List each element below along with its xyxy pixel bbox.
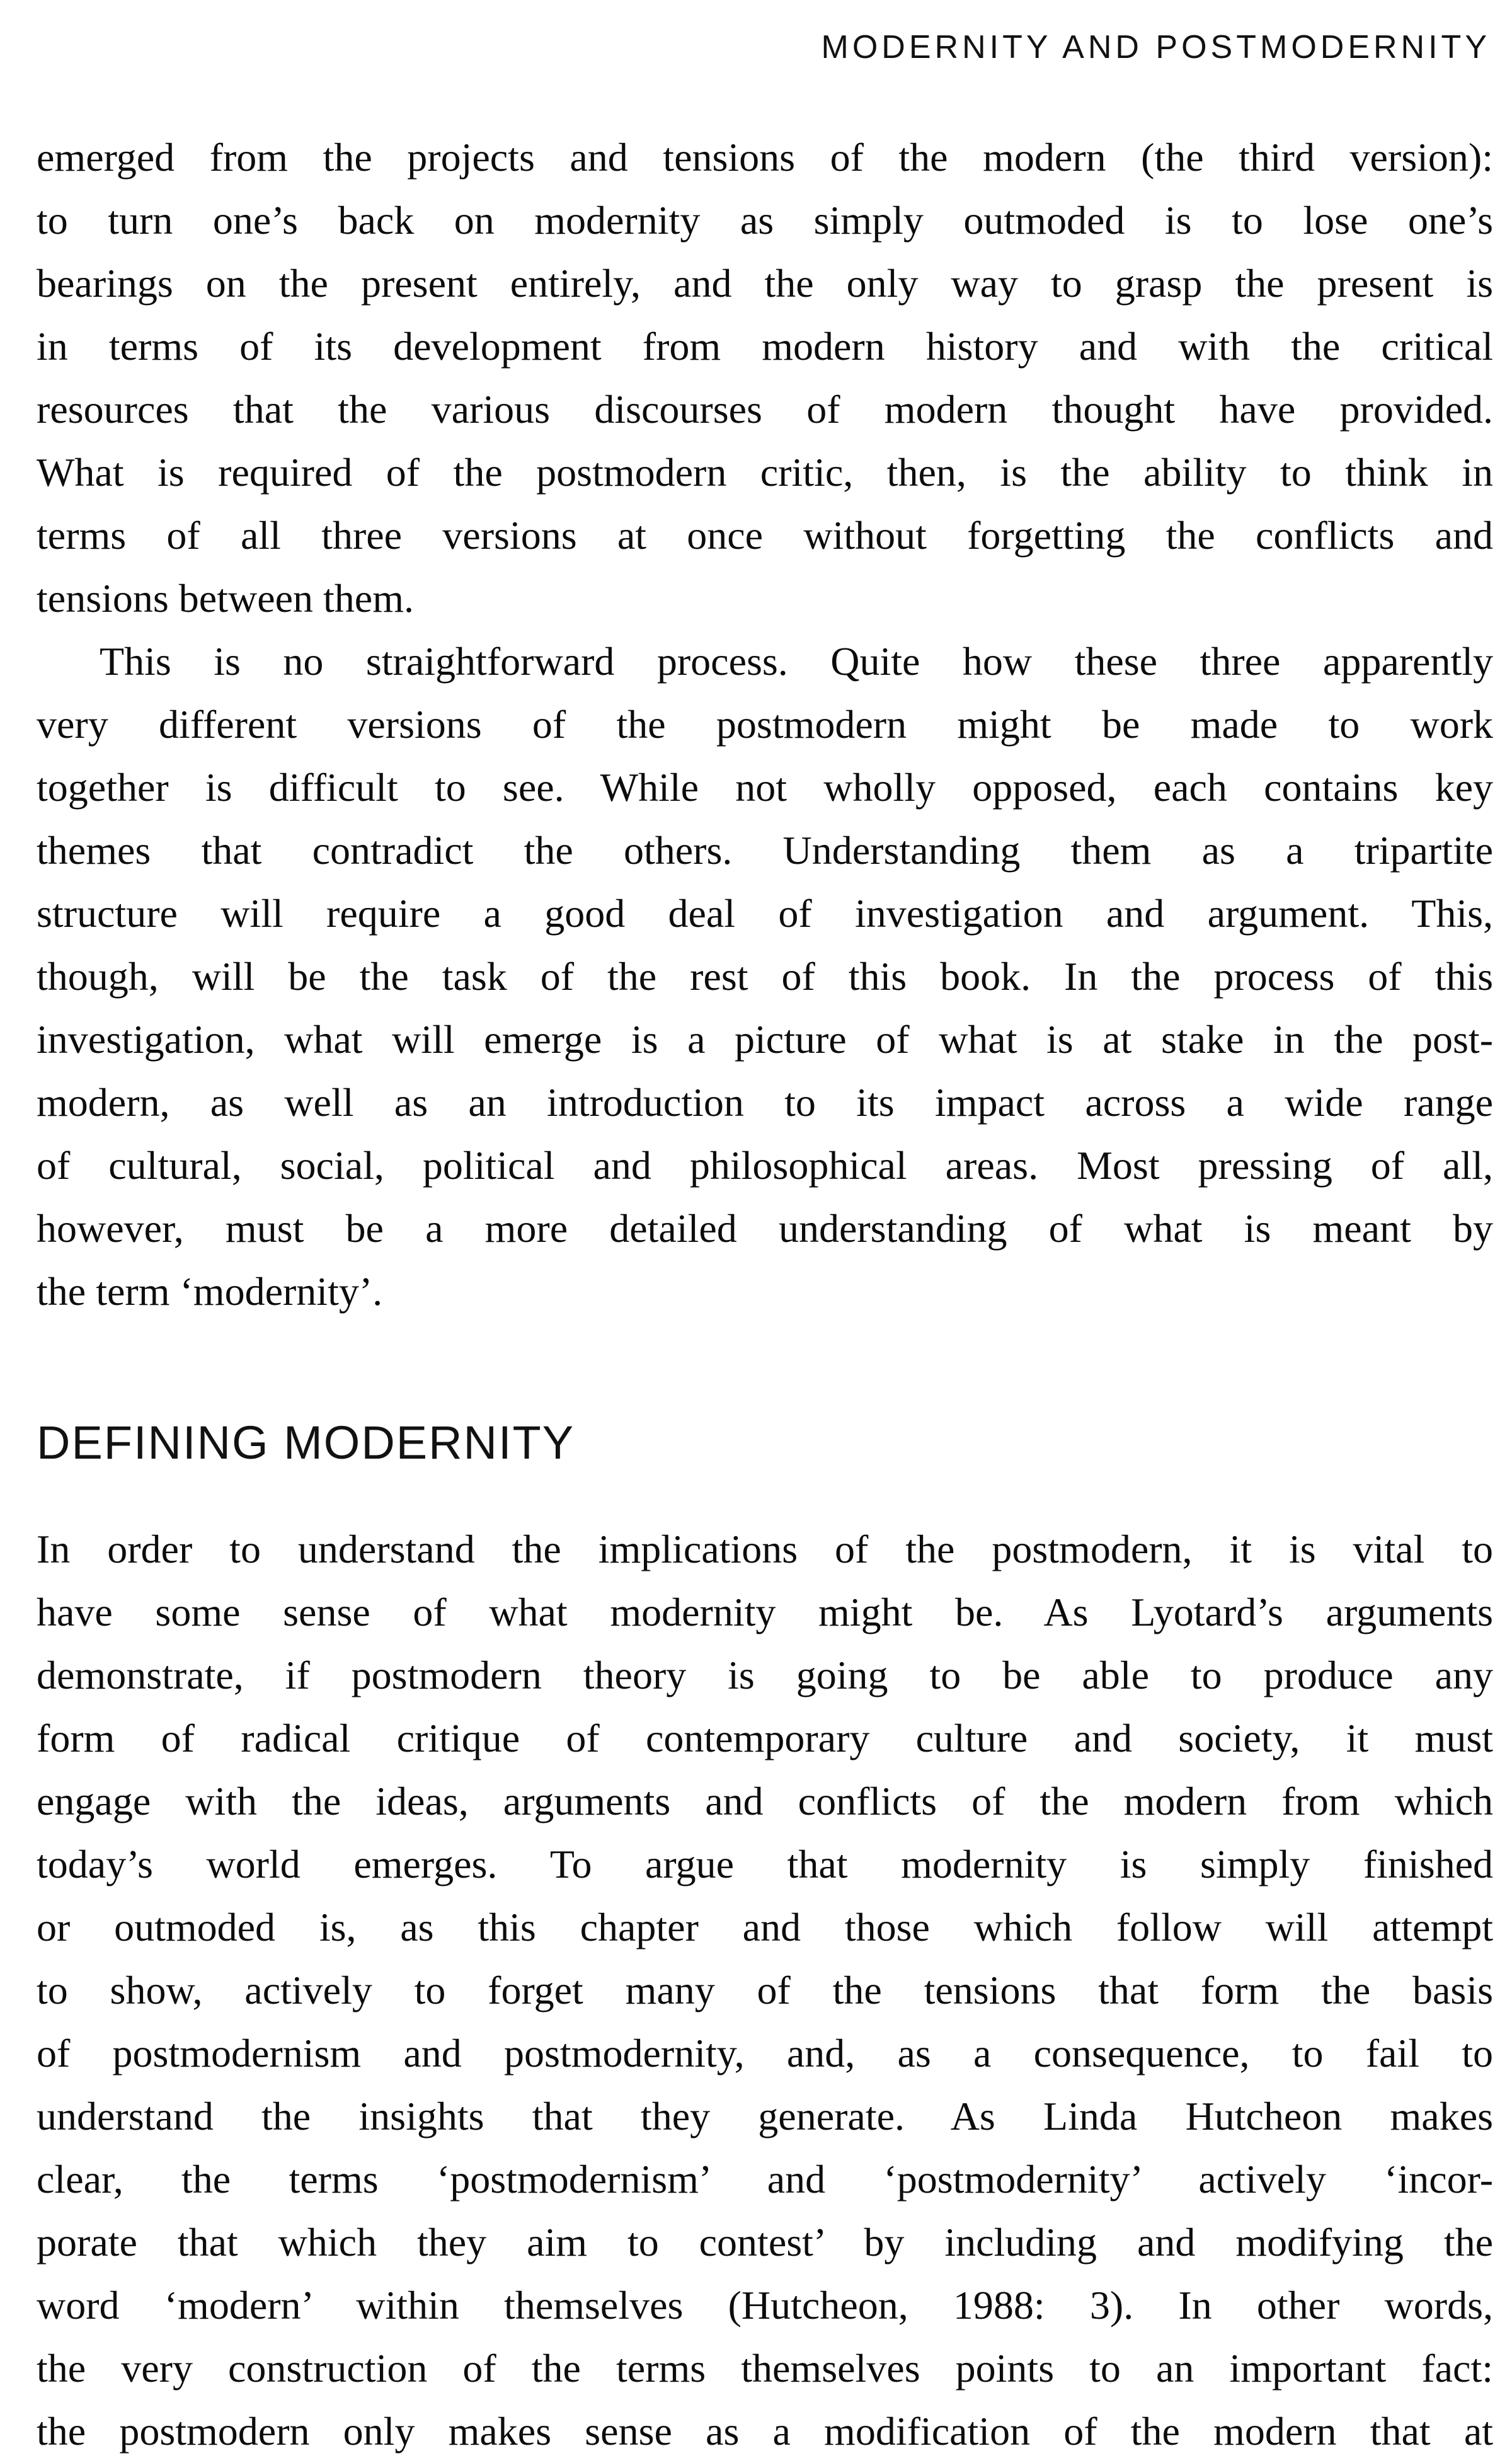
text-line: clear, the terms ‘postmodernism’ and ‘postmodernity’ actively ‘incor- (37, 2157, 1493, 2202)
text-line: together is difficult to see. While not wholly opposed, each contains key (37, 765, 1493, 810)
text-line: of postmodernism and postmodernity, and, as a consequence, to fail to (37, 2031, 1493, 2075)
paragraph (37, 126, 1493, 630)
text-line: today’s world emerges. To argue that modernity is simply finished (37, 1842, 1493, 1886)
text-line: investigation, what will emerge is a picture of what is at stake in the post- (37, 1017, 1493, 1062)
text-line: word ‘modern’ within themselves (Hutcheon, 1988: 3). In other words, (37, 2283, 1493, 2328)
text-line: demonstrate, if postmodern theory is going to be able to produce any (37, 1653, 1493, 1697)
paragraph (37, 630, 1493, 1323)
text-line: In order to understand the implications of the postmodern, it is vital to (37, 1527, 1493, 1571)
text-line: This is no straightforward process. Quite how these three apparently (100, 639, 1493, 684)
text-line: understand the insights that they generate. As Linda Hutcheon makes (37, 2094, 1493, 2139)
text-line: modern, as well as an introduction to its impact across a wide range (37, 1080, 1493, 1125)
text-line: have some sense of what modernity might be. As Lyotard’s arguments (37, 1590, 1493, 1634)
section-heading: DEFINING MODERNITY (37, 1416, 575, 1469)
text-line: in terms of its development from modern history and with the critical (37, 324, 1493, 369)
text-line: engage with the ideas, arguments and conflicts of the modern from which (37, 1779, 1493, 1823)
text-line: very different versions of the postmodern might be made to work (37, 702, 1493, 747)
text-line: tensions between them. (37, 576, 414, 621)
text-line: though, will be the task of the rest of this book. In the process of this (37, 954, 1493, 999)
text-line: the postmodern only makes sense as a modification of the modern that at (37, 2409, 1493, 2454)
text-line: to turn one’s back on modernity as simply outmoded is to lose one’s (37, 198, 1493, 243)
text-line: or outmoded is, as this chapter and those which follow will attempt (37, 1905, 1493, 1949)
running-header: MODERNITY AND POSTMODERNITY (821, 29, 1491, 66)
page-content (37, 126, 1493, 2463)
text-line: What is required of the postmodern critic, then, is the ability to think in (37, 450, 1493, 495)
text-line: the term ‘modernity’. (37, 1269, 383, 1314)
text-line: to show, actively to forget many of the tensions that form the basis (37, 1968, 1493, 2012)
text-line: themes that contradict the others. Understanding them as a tripartite (37, 828, 1493, 873)
text-line: resources that the various discourses of modern thought have provided. (37, 387, 1493, 432)
text-line: however, must be a more detailed understanding of what is meant by (37, 1206, 1493, 1251)
text-line: the very construction of the terms themselves points to an important fact: (37, 2346, 1493, 2391)
text-line: emerged from the projects and tensions of the modern (the third version): (37, 135, 1493, 180)
text-line: structure will require a good deal of investigation and argument. This, (37, 891, 1493, 936)
text-line: porate that which they aim to contest’ by including and modifying the (37, 2220, 1493, 2265)
text-line: form of radical critique of contemporary culture and society, it must (37, 1716, 1493, 1760)
paragraph (37, 1518, 1493, 2463)
text-line: terms of all three versions at once without forgetting the conflicts and (37, 513, 1493, 558)
text-line: of cultural, social, political and philosophical areas. Most pressing of all, (37, 1143, 1493, 1188)
text-line: bearings on the present entirely, and the only way to grasp the present is (37, 261, 1493, 306)
